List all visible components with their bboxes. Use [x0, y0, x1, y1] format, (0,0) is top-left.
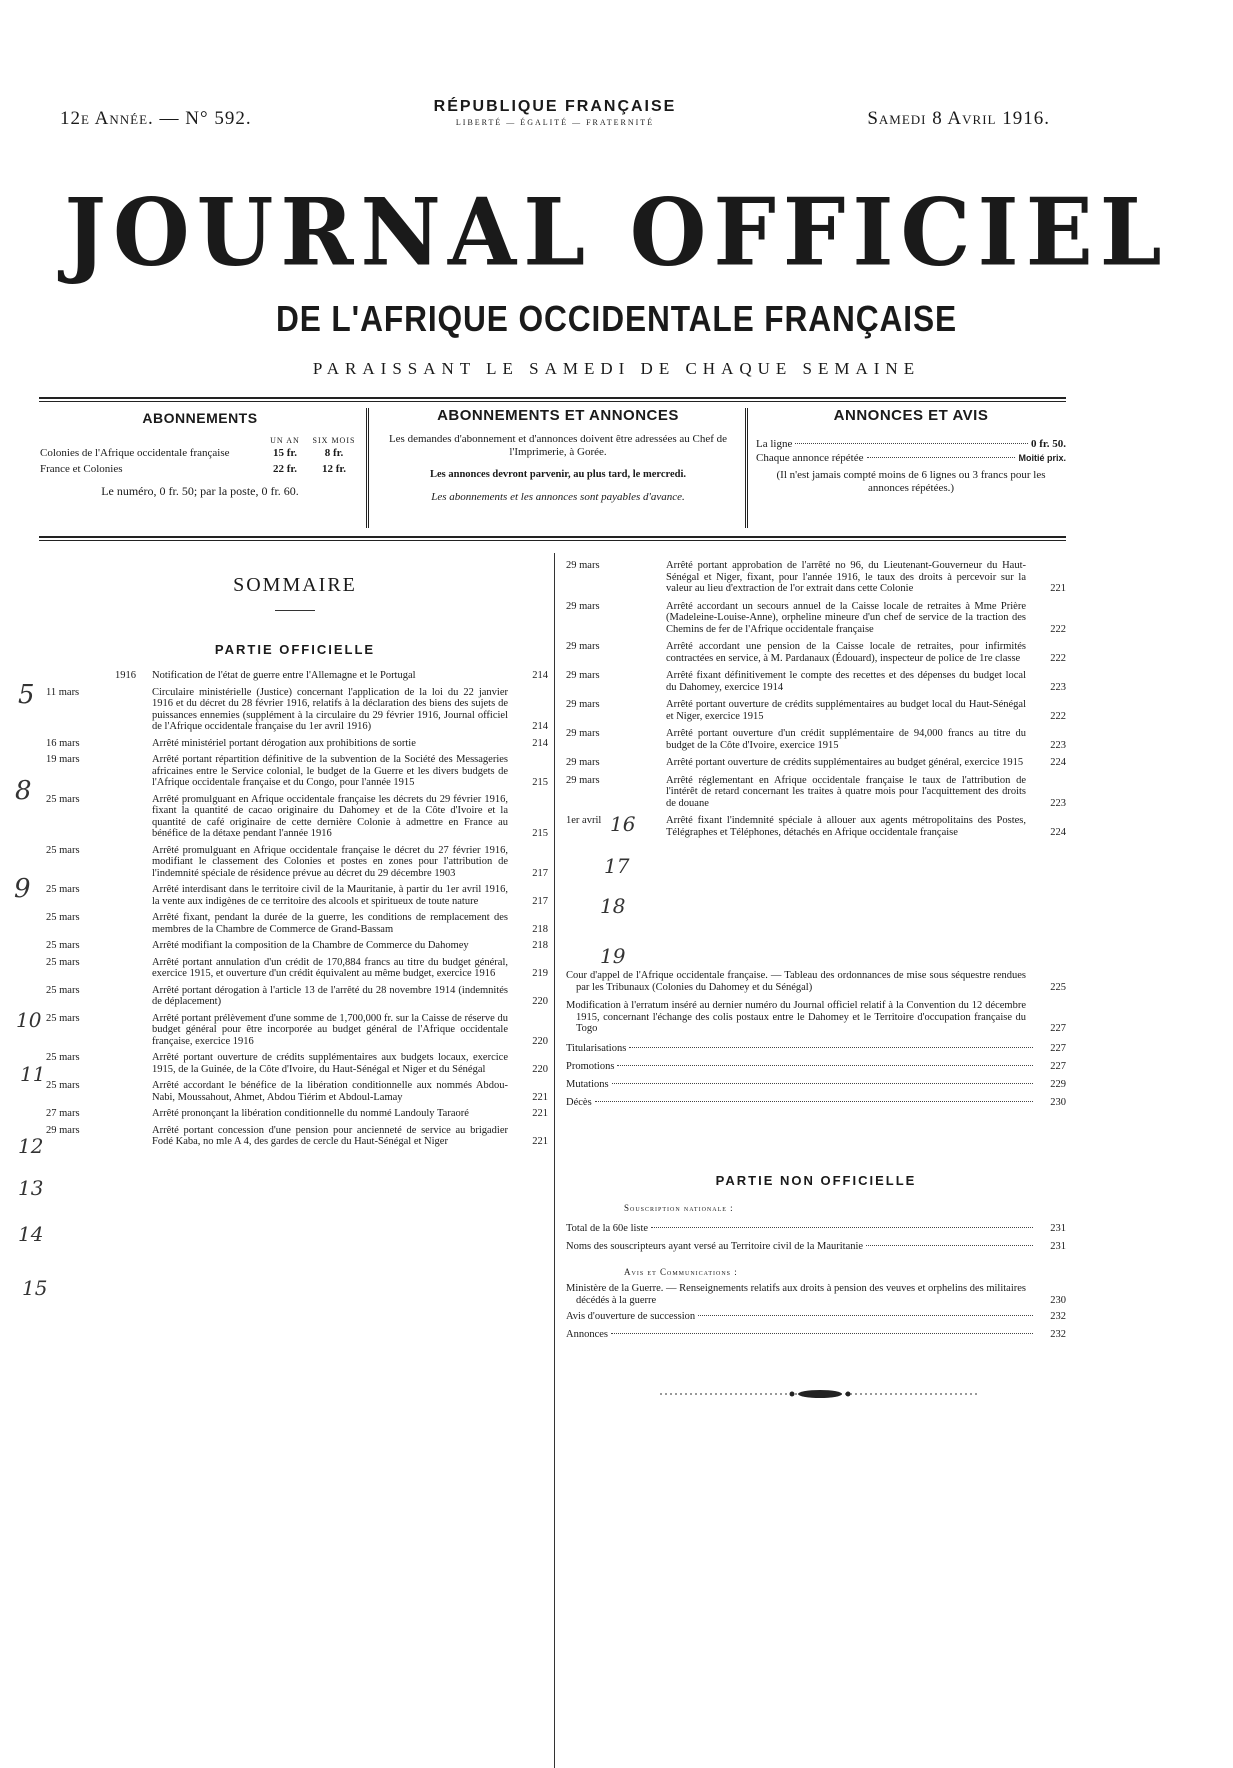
numero-price: Le numéro, 0 fr. 50; par la poste, 0 fr. 60. [101, 484, 299, 498]
entry-text: Arrêté portant ouverture de crédits supplémentaires au budget général, exercice 1915 [666, 757, 1024, 768]
entry-page: 220 [532, 996, 548, 1007]
entry-text: Modification à l'erratum inséré au dernier numéro du Journal officiel relatif à la Convention du 12 décembre 1915, concernant l'échange des colis postaux entre le Dahomey et le Territoire d'occupation française du Togo [566, 1000, 1026, 1034]
leader-page: 231 [1050, 1223, 1066, 1234]
entry-text: Arrêté réglementant en Afrique occidentale française le taux de l'attribution de l'intérêt de retard concernant les traites à quatre mois pour l'acquittement des droits de douane [666, 774, 1026, 809]
entry-date: 29 mars [566, 560, 600, 571]
entry-page: 221 [532, 1091, 548, 1103]
row-six-mois: 8 fr. [324, 447, 344, 459]
leader-page: 231 [1050, 1241, 1066, 1252]
entry-date: 27 mars [46, 1108, 80, 1119]
leader-label: Total de la 60e liste [566, 1223, 649, 1234]
entry-page: 222 [1050, 623, 1066, 635]
entry-date: 25 mars [46, 793, 80, 805]
sommaire-entry [46, 957, 548, 980]
leader-label: Annonces [566, 1329, 608, 1340]
avis-list [566, 1311, 1066, 1341]
entry-text: Arrêté fixant définitivement le compte des recettes et des dépenses du budget local du Dahomey, exercice 1914 [666, 670, 1026, 693]
entry-page: 223 [1050, 739, 1066, 751]
col-six-mois: SIX MOIS [312, 436, 356, 445]
dot-leader [595, 1101, 1033, 1102]
leader-page: 230 [1050, 1096, 1066, 1108]
entry-page: 222 [1050, 710, 1066, 722]
row-value: 0 fr. 50. [1030, 438, 1066, 450]
entry-date: 25 mars [46, 912, 80, 923]
leader-row [566, 1097, 1066, 1109]
annotation-number: 15 [22, 1276, 48, 1300]
entry-text: Arrêté portant annulation d'un crédit de 170,884 francs au titre du budget général, exercice 1915, et ouverture d'un crédit équivalent au même budget, exercice 1916 [152, 956, 508, 979]
entry-date: 25 mars [46, 984, 80, 996]
sommaire-entry [566, 699, 1066, 722]
sommaire-entry [566, 641, 1066, 664]
entry-text: Arrêté fixant l'indemnité spéciale à allouer aux agents métropolitains des Postes, Télégraphes et Téléphones, détachés en Afrique occidentale française [666, 815, 1026, 838]
sommaire-title: SOMMAIRE [233, 574, 357, 596]
box-divider-2 [745, 408, 748, 528]
entry-date: 25 mars [46, 1012, 80, 1024]
ministere-guerre-entry [566, 1283, 1066, 1306]
leader-page: 232 [1050, 1311, 1066, 1322]
entry-page: 225 [1050, 981, 1066, 993]
leader-page: 227 [1050, 1060, 1066, 1072]
boxes-bottom-rule [39, 536, 1066, 538]
leader-page: 227 [1050, 1042, 1066, 1054]
entry-page: 217 [532, 867, 548, 879]
partie-officielle-heading: PARTIE OFFICIELLE [214, 642, 376, 657]
publication-frequency: PARAISSANT LE SAMEDI DE CHAQUE SEMAINE [312, 359, 921, 378]
abonnement-row-france [40, 463, 360, 476]
annotation-number: 9 [14, 874, 31, 904]
avis-heading: Avis et Communications : [624, 1267, 738, 1277]
sommaire-entry [566, 670, 1066, 693]
leader-row [566, 1329, 1066, 1341]
leader-label: Mutations [566, 1078, 609, 1090]
entry-page: 214 [532, 670, 548, 681]
top-rule [39, 397, 1066, 399]
dot-leader [866, 1245, 1033, 1246]
entry-page: 230 [1050, 1294, 1066, 1306]
sommaire-entry [46, 985, 548, 1008]
issue-date: Samedi 8 Avril 1916. [867, 108, 1050, 129]
sommaire-entry [566, 728, 1066, 751]
sommaire-entry [46, 738, 548, 750]
leader-row [566, 1311, 1066, 1323]
entry-page: 223 [1050, 797, 1066, 809]
box-divider-1 [366, 408, 369, 528]
dot-leader [617, 1065, 1033, 1066]
leader-row [566, 1061, 1066, 1073]
row-six-mois: 12 fr. [321, 463, 347, 475]
annotation-number: 8 [15, 776, 32, 806]
dot-leader [795, 443, 1028, 444]
annotation-number: 12 [18, 1134, 44, 1158]
annotation-number: 10 [16, 1008, 42, 1032]
sommaire-entry [566, 757, 1066, 769]
entry-text: Arrêté portant répartition définitive de la subvention de la Société des Messageries africaines entre le Service colonial, le budget de la Guerre et les divers budgets de l'Afrique occidentale française et du Congo, pour l'année 1915 [152, 754, 508, 788]
entry-date: 29 mars [566, 757, 600, 768]
entry-text: Arrêté portant ouverture d'un crédit supplémentaire de 94,000 francs au titre du budget de la Côte d'Ivoire, exercice 1915 [666, 728, 1026, 751]
entry-date: 29 mars [566, 774, 600, 786]
sommaire-entry [46, 845, 548, 880]
annonces-avis-box [756, 407, 1066, 525]
journal-title: JOURNAL OFFICIEL [64, 177, 1169, 287]
entry-date: 25 mars [46, 1052, 80, 1063]
abonnements-annonces-box [378, 407, 738, 525]
motto: LIBERTÉ — ÉGALITÉ — FRATERNITÉ [455, 118, 655, 127]
dot-leader [629, 1047, 1033, 1048]
sommaire-entry [566, 601, 1066, 636]
souscription-list [566, 1223, 1066, 1253]
entry-text: Arrêté portant concession d'une pension pour ancienneté de service au brigadier Fodé Kaba, no mle A 4, des gardes de cercle du Haut-Sénégal et Niger [152, 1124, 508, 1147]
abonnements-annonces-heading: ABONNEMENTS ET ANNONCES [437, 407, 679, 424]
sommaire-entry [46, 794, 548, 840]
row-label: France et Colonies [40, 463, 123, 475]
entry-text: Arrêté accordant le bénéfice de la libération conditionnelle aux nommés Abdou-Nabi, Moussahout, Ahmet, Abdou Tiérim et Abdoul-Lamay [152, 1080, 508, 1103]
entry-page: 221 [532, 1136, 548, 1147]
abonnement-row-colonies [40, 447, 360, 460]
entry-page: 227 [1050, 1023, 1066, 1034]
entry-date: 16 mars [46, 737, 80, 749]
entry-text: Arrêté promulguant en Afrique occidentale française le décret du 27 février 1916, modifiant le classement des Colonies et postes en zones pour l'attribution de l'indemnité spéciale de résidence prévue au décret du 29 décembre 1903 [152, 844, 508, 879]
entry-text: Notification de l'état de guerre entre l'Allemagne et le Portugal [152, 670, 416, 681]
entry-date: 25 mars [46, 956, 80, 968]
annonces-note: (Il n'est jamais compté moins de 6 lignes ou 3 francs pour les annonces répétées.) [776, 469, 1046, 494]
boxes-bottom-rule-thin [39, 540, 1066, 541]
leader-label: Décès [566, 1096, 592, 1108]
dot-leader [698, 1315, 1033, 1316]
annotation-number: 19 [600, 944, 626, 968]
entry-text: Arrêté ministériel portant dérogation aux prohibitions de sortie [152, 737, 416, 749]
annotation-number: 13 [18, 1176, 44, 1200]
abonnements-annonces-line2: Les annonces devront parvenir, au plus tard, le mercredi. [430, 469, 686, 480]
entry-date: 25 mars [46, 1080, 80, 1091]
row-label: La ligne [756, 438, 793, 450]
entry-date: 29 mars [566, 600, 600, 612]
sommaire-right-tail [566, 970, 1066, 1115]
annotation-number: 11 [20, 1062, 46, 1086]
row-label: Colonies de l'Afrique occidentale française [40, 447, 230, 459]
entry-date: 1er avril [566, 815, 602, 826]
entry-page: 215 [532, 828, 548, 839]
annotation-number: 14 [18, 1222, 44, 1246]
entry-date: 19 mars [46, 754, 80, 765]
annonce-row-repetee [756, 452, 1066, 465]
leader-label: Avis d'ouverture de succession [566, 1311, 696, 1322]
entry-date: 1916 [115, 670, 136, 681]
entry-date: 25 mars [46, 940, 80, 951]
entry-date: 29 mars [46, 1124, 80, 1136]
sommaire-entry [46, 884, 548, 907]
entry-date: 29 mars [566, 670, 600, 681]
entry-page: 218 [532, 940, 548, 951]
sommaire-entry [46, 1013, 548, 1048]
row-label: Chaque annonce répétée [756, 452, 864, 464]
col-un-an: UN AN [270, 436, 300, 445]
dot-leader [867, 457, 1016, 458]
entry-date: 25 mars [46, 844, 80, 856]
entry-page: 221 [1050, 583, 1066, 594]
masthead-top [60, 98, 1050, 138]
issue-number: 12e Année. — N° 592. [60, 108, 252, 129]
sommaire-entry [46, 1080, 548, 1103]
sommaire-left-list [46, 670, 548, 1153]
abonnements-heading: ABONNEMENTS [142, 410, 258, 426]
abonnements-annonces-line3: Les abonnements et les annonces sont payables d'avance. [431, 491, 685, 503]
leader-label: Titularisations [566, 1042, 627, 1054]
row-un-an: 15 fr. [272, 447, 298, 459]
dot-leader [611, 1333, 1033, 1334]
entry-date: 29 mars [566, 728, 600, 739]
sommaire-rule [275, 610, 315, 611]
entry-date: 29 mars [566, 641, 600, 652]
entry-date: 11 mars [46, 686, 80, 698]
dot-leader [651, 1227, 1033, 1228]
annonces-avis-heading: ANNONCES ET AVIS [833, 407, 989, 424]
entry-page: 214 [532, 721, 548, 732]
entry-text: Arrêté portant approbation de l'arrêté no 96, du Lieutenant-Gouverneur du Haut-Sénégal et Niger, fixant, pour l'année 1916, le taux des droits à percevoir sur la valeur au lieu d'extraction de l'or extrait dans cette Colonie [666, 560, 1026, 594]
leader-page: 229 [1050, 1078, 1066, 1090]
entry-date: 29 mars [566, 699, 600, 710]
republic-label: RÉPUBLIQUE FRANÇAISE [433, 98, 677, 115]
entry-page: 220 [532, 1063, 548, 1075]
sommaire-entry [46, 1125, 548, 1148]
entry-page: 221 [532, 1108, 548, 1119]
leader-label: Noms des souscripteurs ayant versé au Territoire civil de la Mauritanie [566, 1241, 864, 1252]
sommaire-entry [566, 560, 1066, 595]
entry-text: Ministère de la Guerre. — Renseignements relatifs aux droits à pension des veuves et orphelins des militaires décédés à la guerre [566, 1283, 1026, 1306]
partie-non-officielle-heading: PARTIE NON OFFICIELLE [715, 1173, 917, 1188]
entry-date: 25 mars [46, 884, 80, 895]
entry-text: Arrêté accordant un secours annuel de la Caisse locale de retraites à Mme Prière (Madeleine-Louise-Anne), orpheline mineure d'un chef de service de la traction des Chemins de fer de l'Afrique occidentale française [666, 600, 1026, 635]
annotation-number: 16 [610, 812, 636, 836]
sommaire-entry [46, 1052, 548, 1075]
row-value: Moitié prix. [1018, 453, 1066, 463]
sommaire-entry [46, 670, 548, 682]
entry-text: Arrêté portant ouverture de crédits supplémentaires aux budgets locaux, exercice 1915, de la Guinée, de la Côte d'Ivoire, du Haut-Sénégal et Niger et du Sénégal [152, 1052, 508, 1075]
sommaire-entry [566, 815, 1066, 838]
non-officielle-list [566, 1203, 1066, 1347]
entry-text: Arrêté interdisant dans le territoire civil de la Mauritanie, à partir du 1er avril 1916, la vente aux indigènes de ce territoire des alcools et spiritueux de toute nature [152, 884, 508, 907]
entry-text: Circulaire ministérielle (Justice) concernant l'application de la loi du 22 janvier 1916 et du décret du 28 février 1916, relatifs à la déclaration des biens des sujets de puissances ennemies (supplément à la circulaire du 29 février 1916, Journal officiel de l'Afrique occidentale française du 1er avril 1916) [152, 686, 508, 732]
entry-page: 217 [532, 895, 548, 907]
leader-row [566, 1223, 1066, 1235]
journal-subtitle: DE L'AFRIQUE OCCIDENTALE FRANÇAISE [275, 298, 958, 339]
leader-label: Promotions [566, 1060, 615, 1072]
entry-page: 214 [532, 737, 548, 749]
entry-text: Arrêté modifiant la composition de la Chambre de Commerce du Dahomey [152, 940, 469, 951]
souscription-heading: Souscription nationale : [624, 1203, 734, 1213]
annotation-number: 5 [18, 680, 35, 710]
abonnements-box [40, 410, 360, 525]
annonce-row-ligne [756, 438, 1066, 451]
entry-page: 218 [532, 923, 548, 935]
entry-page: 223 [1050, 681, 1066, 693]
entry-text: Arrêté accordant une pension de la Caisse locale de retraites, pour infirmités contractées en service, à M. Pardanaux (Édouard), inspecteur de police de 1re classe [666, 641, 1026, 664]
annotation-number: 18 [600, 894, 626, 918]
sommaire-entry [566, 775, 1066, 810]
entry-text: Arrêté portant ouverture de crédits supplémentaires au budget local du Haut-Sénégal et Niger, exercice 1915 [666, 699, 1026, 722]
entry-text: Arrêté portant dérogation à l'article 13 de l'arrêté du 28 novembre 1914 (indemnités de déplacement) [152, 984, 508, 1007]
dot-leader [612, 1083, 1033, 1084]
entry-text: Cour d'appel de l'Afrique occidentale française. — Tableau des ordonnances de mise sous séquestre rendues par les Tribunaux (Colonies du Dahomey et du Sénégal) [566, 970, 1026, 993]
sommaire-entry [46, 912, 548, 935]
right-leader-list [566, 1043, 1066, 1109]
entry-page: 219 [532, 968, 548, 979]
cour-appel-entry [566, 970, 1066, 993]
entry-text: Arrêté promulguant en Afrique occidentale française les décrets du 29 février 1916, fixant la quantité de cacao originaire du Dahomey et de la Côte d'Ivoire et la quantité de café originaire de cette dernière Colonie à admettre en France au bénéfice de la détaxe pendant l'année 1916 [152, 793, 508, 839]
sommaire-right-list [566, 560, 1066, 844]
entry-page: 222 [1050, 652, 1066, 664]
entry-page: 220 [532, 1035, 548, 1047]
erratum-entry [566, 1000, 1066, 1035]
entry-text: Arrêté prononçant la libération conditionnelle du nommé Landouly Taraoré [152, 1108, 469, 1119]
sommaire-entry [46, 940, 548, 952]
entry-page: 215 [532, 777, 548, 788]
entry-text: Arrêté portant prélèvement d'une somme de 1,700,000 fr. sur la Caisse de réserve du budget général pour être incorporée au budget général de l'Afrique occidentale française, exercice 1916 [152, 1012, 508, 1047]
entry-text: Arrêté fixant, pendant la durée de la guerre, les conditions de remplacement des membres de la Chambre de Commerce de Grand-Bassam [152, 912, 508, 935]
top-rule-thin [39, 401, 1066, 402]
entry-page: 224 [1050, 826, 1066, 838]
ornament-divider [660, 1388, 980, 1400]
column-separator [554, 553, 555, 1768]
sommaire-entry [46, 687, 548, 733]
leader-page: 232 [1050, 1329, 1066, 1340]
annotation-number: 17 [604, 854, 630, 878]
leader-row [566, 1043, 1066, 1055]
leader-row [566, 1079, 1066, 1091]
leader-row [566, 1241, 1066, 1253]
sommaire-entry [46, 1108, 548, 1120]
sommaire-entry [46, 754, 548, 789]
abonnements-columns [40, 434, 360, 447]
row-un-an: 22 fr. [272, 463, 298, 475]
entry-page: 224 [1050, 757, 1066, 768]
abonnements-annonces-line1: Les demandes d'abonnement et d'annonces doivent être adressées au Chef de l'Imprimerie, à Gorée. [388, 433, 728, 458]
